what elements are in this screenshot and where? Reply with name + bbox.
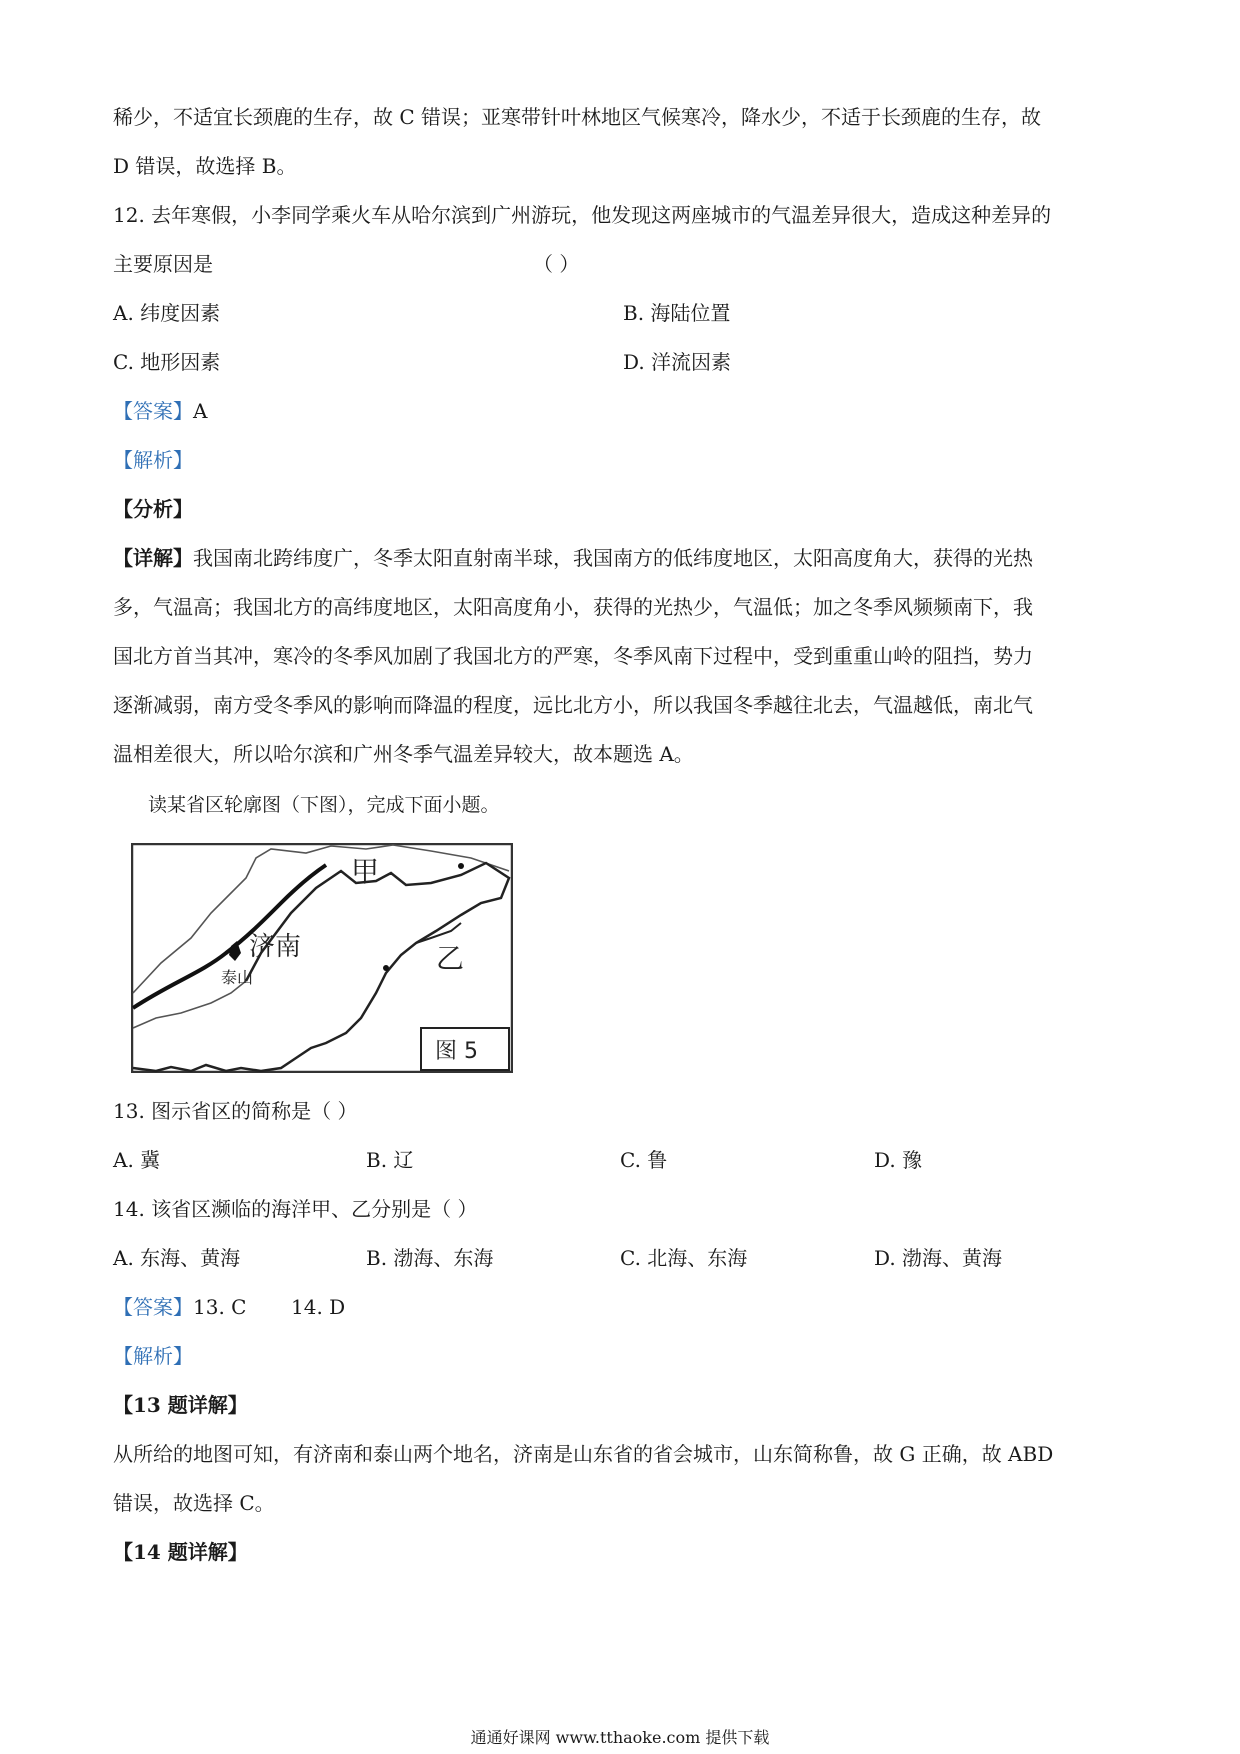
q12-option-a: A. 纬度因素 [113,301,221,325]
detail-line: 逐渐减弱，南方受冬季风的影响而降温的程度，远比北方小，所以我国冬季越往北去，气温越低，南北气 [113,693,1033,717]
q12-option-c: C. 地形因素 [113,350,221,374]
paragraph-line: D 错误，故选择 B。 [113,154,297,178]
q12-option-d: D. 洋流因素 [623,350,732,374]
answer-13: 13. C [193,1295,247,1319]
question-14-stem: 14. 该省区濒临的海洋甲、乙分别是（ ） [113,1197,478,1221]
page-footer: 通通好课网 www.tthaoke.com 提供下载 [470,1728,770,1747]
answer-value: A [193,399,208,423]
detail-line: 国北方首当其冲，寒冷的冬季风加剧了我国北方的严寒，冬季风南下过程中，受到重重山岭的阻挡，势力 [113,644,1033,668]
q14-option-c: C. 北海、东海 [620,1246,748,1270]
fenxi-label: 【分析】 [113,497,193,521]
q13-option-b: B. 辽 [366,1148,414,1172]
detail-14-label: 【14 题详解】 [113,1540,248,1564]
q12-answer [113,397,1133,425]
analysis-label: 【解析】 [113,448,193,472]
detail-line: 温相差很大，所以哈尔滨和广州冬季气温差异较大，故本题选 A。 [113,742,694,766]
q12-option-b: B. 海陆位置 [623,301,731,325]
q13-option-d: D. 豫 [874,1148,923,1172]
q14-option-b: B. 渤海、东海 [366,1246,494,1270]
figure-label: 图 5 [435,1039,478,1064]
label-jinan: 济南 [249,932,302,962]
q14-option-a: A. 东海、黄海 [113,1246,241,1270]
detail-text: 我国南北跨纬度广，冬季太阳直射南半球，我国南方的低纬度地区，太阳高度角大，获得的光热 [193,546,1033,570]
map-svg [131,843,513,1073]
coast-point [458,863,464,869]
answer-14: 14. D [291,1295,346,1319]
paragraph-line: 稀少，不适宜长颈鹿的生存，故 C 错误；亚寒带针叶林地区气候寒冷，降水少，不适于长颈鹿的生存，故 [113,105,1042,129]
detail-13-line: 错误，故选择 C。 [113,1491,275,1515]
detail-line: 多，气温高；我国北方的高纬度地区，太阳高度角小，获得的光热少，气温低；加之冬季风频频南下，我 [113,595,1033,619]
coast-point [383,965,389,971]
province-outline-map [131,843,513,1073]
map-intro: 读某省区轮廓图（下图），完成下面小题。 [148,794,500,816]
question-12-stem: 12. 去年寒假，小李同学乘火车从哈尔滨到广州游玩，他发现这两座城市的气温差异很大，造成这种差异的 [113,203,1052,227]
label-taishan: 泰山 [221,968,254,987]
label-jia: 甲 [351,855,380,888]
q13-option-c: C. 鲁 [620,1148,668,1172]
detail-13-line: 从所给的地图可知，有济南和泰山两个地名，济南是山东省的省会城市，山东简称鲁，故 G 正确，故 ABD [113,1442,1054,1466]
label-yi: 乙 [436,942,465,975]
answer-paren: （ ） [533,252,580,276]
question-12-stem-cont [113,250,1133,278]
detail-label: 【详解】 [113,546,193,570]
answers-13-14 [113,1293,1133,1321]
detail-13-label: 【13 题详解】 [113,1393,248,1417]
q14-option-d: D. 渤海、黄海 [874,1246,1003,1270]
answer-label: 【答案】 [113,1295,193,1319]
question-12-stem-b: 主要原因是 [113,252,213,276]
answer-label: 【答案】 [113,399,193,423]
q13-option-a: A. 冀 [113,1148,161,1172]
question-13-stem: 13. 图示省区的简称是（ ） [113,1099,358,1123]
detail-line [113,544,1133,572]
analysis-label: 【解析】 [113,1344,193,1368]
